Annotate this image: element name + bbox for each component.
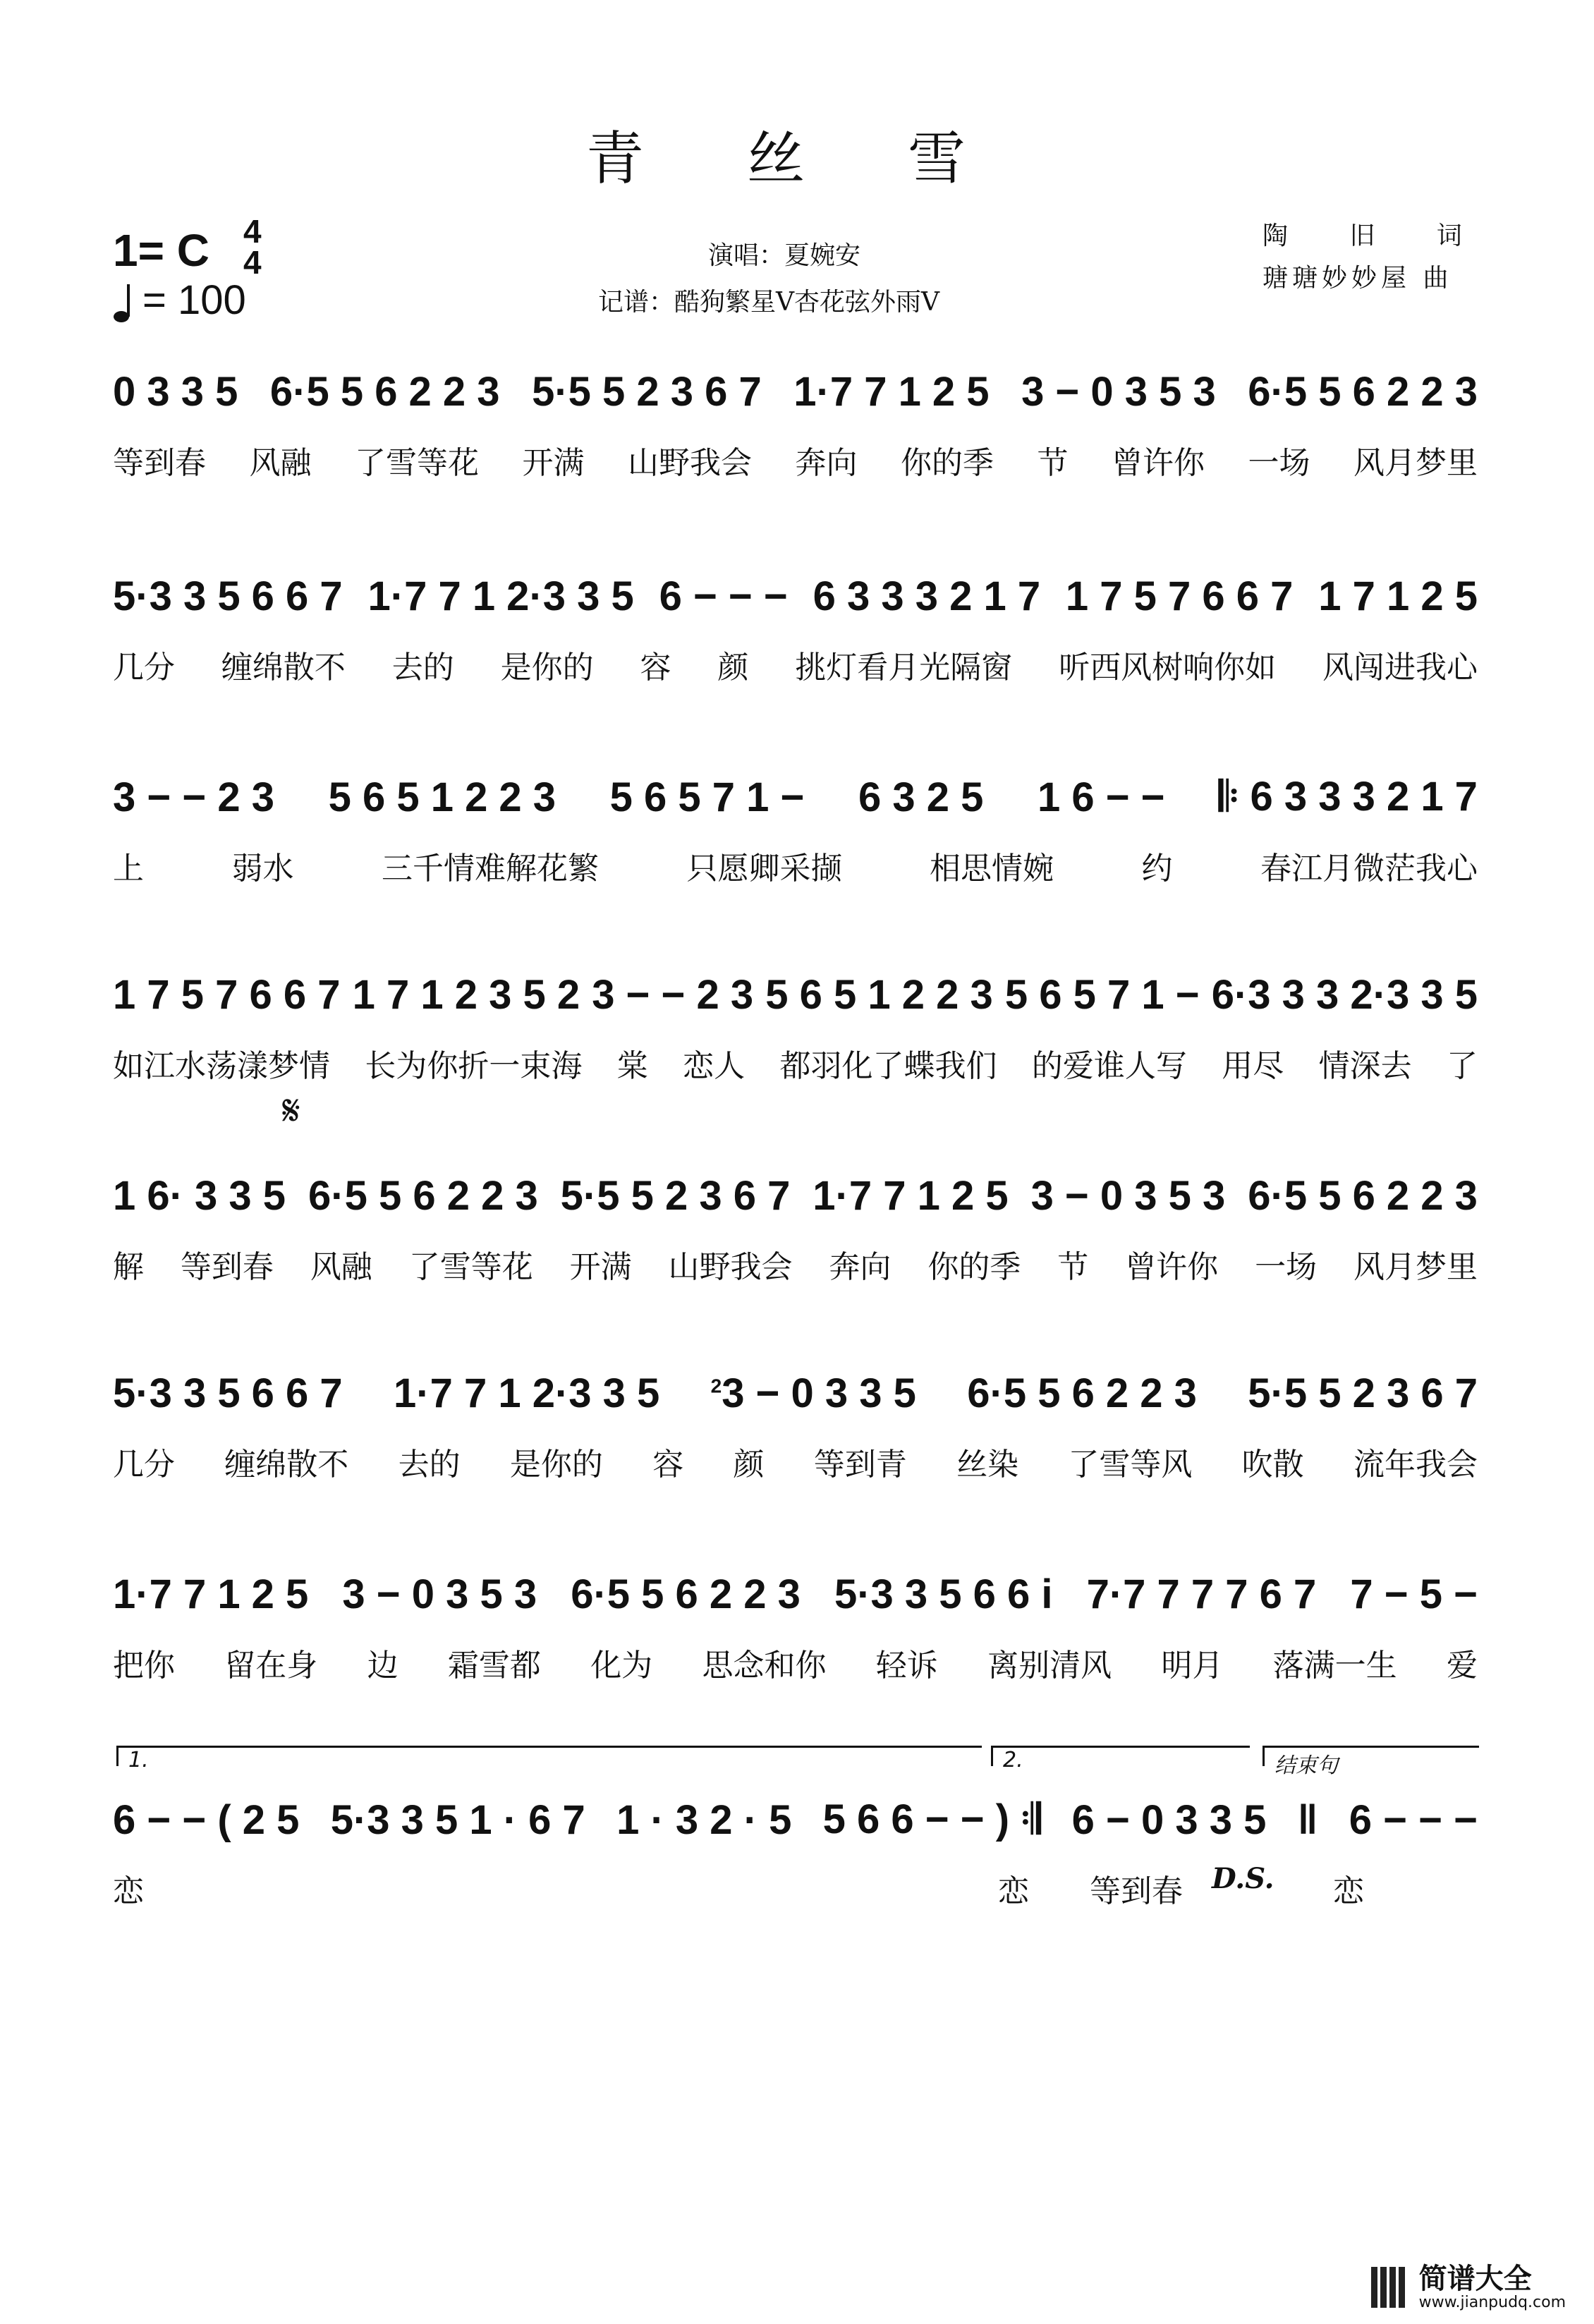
lyric: 风月梦里 (1353, 445, 1478, 481)
watermark-name: 简谱大全 (1418, 2263, 1532, 2295)
notes-line (113, 1157, 1478, 1234)
singer-credit: 演唱：夏婉安 (708, 241, 861, 270)
lyric: 三千情难解花繁 (382, 851, 599, 887)
measure (711, 1370, 916, 1417)
lyric: 棠 (616, 1048, 648, 1084)
dal-segno-marking: D.S. (1212, 1862, 1274, 1895)
barline-double: ‖ (1297, 1796, 1318, 1843)
time-signature (243, 213, 262, 281)
lyric: 了 (1447, 1048, 1478, 1084)
lyric: 节 (1057, 1249, 1089, 1285)
measure: 1 7 5 7 6 6 7 (113, 971, 341, 1018)
lyric: 颜 (733, 1447, 765, 1483)
lyric: 长为你折一束海 (365, 1048, 583, 1084)
measure: 5·5 5 2 3 6 7 (1248, 1370, 1478, 1416)
time-signature-bottom: 4 (243, 244, 262, 281)
score-title: 青 丝 雪 (585, 126, 1009, 193)
lyricist-credit: 陶 旧 词 (1263, 221, 1489, 250)
tempo-value: = 100 (142, 277, 246, 323)
lyrics-line (113, 1640, 1478, 1685)
measure: 1 6 − − (1037, 774, 1165, 820)
lyric: 等到春 (113, 445, 206, 481)
lyric: 几分 (113, 1447, 175, 1483)
lyric: 缠绵散不 (221, 650, 346, 686)
lyric: 挑灯看月光隔窗 (795, 650, 1013, 686)
lyrics-line (113, 1241, 1478, 1286)
lyrics-line (113, 642, 1478, 687)
lyric: 恋 (113, 1873, 144, 1909)
measure: 7 − 5 − (1350, 1571, 1478, 1617)
lyric: 春江月微茫我心 (1260, 851, 1478, 887)
measure: 1 7 5 7 6 6 7 (1065, 573, 1294, 619)
measure: 3 − 0 3 5 3 (1030, 1172, 1226, 1219)
second-ending-label: 2. (1003, 1748, 1023, 1772)
measure: 6 − − − (1349, 1796, 1478, 1843)
lyric: 了雪等花 (408, 1249, 533, 1285)
measure: 6·5 5 6 2 2 3 (571, 1571, 801, 1617)
measure: 5 6 5 7 1 − (609, 774, 805, 820)
lyric: 风融 (249, 445, 312, 481)
measure: 5·3 3 5 1 · 6 7 (330, 1796, 585, 1843)
lyric: 轻诉 (875, 1648, 938, 1684)
lyrics-line (113, 437, 1478, 482)
lyric: 用尽 (1222, 1048, 1284, 1084)
lyric: 是你的 (500, 650, 594, 686)
measure: 1 · 3 2 · 5 (616, 1796, 792, 1843)
measure: 3 − − 2 3 (113, 774, 274, 820)
lyric: 离别清风 (987, 1648, 1112, 1684)
lyric: 化为 (590, 1648, 653, 1684)
lyric: 恋 (998, 1873, 1029, 1909)
lyric: 一场 (1255, 1249, 1318, 1285)
composer-credit: 瑭瑭妙妙屋 曲 (1263, 264, 1453, 293)
lyric: 缠绵散不 (224, 1447, 349, 1483)
lyric: 丝染 (956, 1447, 1019, 1483)
lyric: 相思情婉 (930, 851, 1054, 887)
notes-line (113, 353, 1478, 430)
lyric: 边 (367, 1648, 399, 1684)
measure: 3 − 0 3 5 3 (1021, 368, 1216, 415)
measure: 1·7 7 1 2·3 3 5 (367, 573, 634, 619)
notes-line (113, 557, 1478, 635)
measure: 1·7 7 1 2 5 (793, 368, 990, 415)
measure: 5·3 3 5 6 6 7 (113, 1370, 343, 1416)
lyric: 解 (113, 1249, 144, 1285)
lyric: 弱水 (231, 851, 294, 887)
lyric: 奔向 (795, 445, 858, 481)
measure-notes: 3 − 0 3 3 5 (722, 1370, 916, 1416)
measure: 1 7 1 2 3 5 2 (352, 971, 580, 1018)
lyric: 是你的 (509, 1447, 603, 1483)
segno-sign: 𝄋 (282, 1086, 300, 1136)
lyric: 一场 (1248, 445, 1310, 481)
lyric: 留在身 (224, 1648, 318, 1684)
lyric: 都羽化了蝶我们 (779, 1048, 997, 1084)
measure: 6 3 2 5 (858, 774, 984, 820)
measure: 1 6· 3 3 5 (113, 1172, 286, 1219)
time-signature-top: 4 (243, 213, 262, 250)
lyric: 等到春 (1090, 1873, 1183, 1909)
measure: 0 3 3 5 (113, 368, 238, 415)
lyric: 几分 (113, 650, 175, 686)
lyric: 只愿卿采撷 (686, 851, 842, 887)
lyric: 了雪等花 (355, 445, 479, 481)
measure: 5 6 6 − − ) 𝄇 (822, 1796, 1041, 1842)
lyric: 山野我会 (628, 445, 752, 481)
lyric: 流年我会 (1353, 1447, 1478, 1483)
lyric: 节 (1037, 445, 1069, 481)
lyric: 思念和你 (702, 1648, 827, 1684)
lyric: 落满一生 (1272, 1648, 1397, 1684)
notes-line (113, 1781, 1478, 1858)
notes-line (113, 1354, 1478, 1432)
measure: 6 3 3 3 2 1 7 (813, 573, 1041, 619)
lyric: 去的 (398, 1447, 461, 1483)
final-ending-bracket (1263, 1746, 1479, 1778)
lyric: 奔向 (829, 1249, 892, 1285)
lyric: 把你 (113, 1648, 175, 1684)
lyric: 去的 (391, 650, 454, 686)
quarter-note-icon (113, 281, 134, 324)
measure: 6·5 5 6 2 2 3 (269, 368, 500, 415)
measure: 6·5 5 6 2 2 3 (308, 1172, 538, 1219)
first-ending-label: 1. (128, 1748, 149, 1772)
lyric: 风月梦里 (1353, 1249, 1478, 1285)
lyric: 听西风树响你如 (1059, 650, 1277, 686)
measure: 6·3 3 3 2·3 3 5 (1211, 971, 1478, 1018)
lyric: 容 (652, 1447, 684, 1483)
measure: 3 − 0 3 5 3 (342, 1571, 537, 1617)
second-ending-bracket (991, 1746, 1250, 1772)
lyrics-line (113, 843, 1478, 888)
measure: 6·5 5 6 2 2 3 (1248, 368, 1478, 415)
measure: 3 − − 2 3 (592, 971, 754, 1018)
measure: 5·3 3 5 6 6 i (834, 1571, 1053, 1617)
measure: 5 6 5 1 2 2 3 (765, 971, 993, 1018)
measure: 1 7 1 2 5 (1318, 573, 1478, 619)
measure: 5 6 5 1 2 2 3 (328, 774, 556, 820)
lyric: 你的季 (927, 1249, 1021, 1285)
measure: 6·5 5 6 2 2 3 (967, 1370, 1197, 1416)
lyric: 开满 (569, 1249, 632, 1285)
first-ending-bracket (116, 1746, 982, 1772)
final-ending-label: 结束句 (1274, 1753, 1338, 1778)
lyric: 风融 (310, 1249, 372, 1285)
lyric: 开满 (522, 445, 585, 481)
lyric: 如江水荡漾梦情 (113, 1048, 330, 1084)
notes-line (113, 956, 1478, 1033)
lyric: 吹散 (1241, 1447, 1304, 1483)
lyric: 了雪等风 (1068, 1447, 1193, 1483)
lyric: 爱 (1446, 1648, 1478, 1684)
measure: 7·7 7 7 7 6 7 (1086, 1571, 1317, 1617)
lyric: 霜雪都 (447, 1648, 541, 1684)
measure: 5 6 5 7 1 − (1004, 971, 1200, 1018)
lyric: 情深去 (1318, 1048, 1412, 1084)
lyric: 等到青 (813, 1447, 907, 1483)
measure: 1·7 7 1 2 5 (813, 1172, 1009, 1219)
lyrics-line (113, 1040, 1478, 1085)
notes-line (113, 758, 1478, 836)
lyric: 风闯进我心 (1322, 650, 1478, 686)
lyric: 曾许你 (1125, 1249, 1219, 1285)
measure: 6 − 0 3 3 5 (1071, 1796, 1267, 1843)
watermark-text (1419, 2263, 1566, 2311)
lyric: 明月 (1161, 1648, 1224, 1684)
lyric: 恋人 (683, 1048, 746, 1084)
notes-line (113, 1555, 1478, 1633)
lyric: 上 (113, 851, 144, 887)
lyric: 容 (640, 650, 671, 686)
lyric: 颜 (717, 650, 749, 686)
lyric: 的爱谁人写 (1031, 1048, 1187, 1084)
lyric: 恋 (1333, 1873, 1364, 1909)
key-signature: 1= C (113, 225, 209, 276)
measure: 6·5 5 6 2 2 3 (1248, 1172, 1478, 1219)
transcriber-credit: 记谱：酷狗繁星V杏花弦外雨V (598, 288, 939, 317)
measure: 6 − − ( 2 5 (113, 1796, 300, 1843)
measure: 1·7 7 1 2·3 3 5 (394, 1370, 660, 1416)
coda-mark: 2 (710, 1375, 722, 1397)
lyrics-line (113, 1439, 1478, 1484)
measure: 1·7 7 1 2 5 (113, 1571, 309, 1617)
lyric: 曾许你 (1112, 445, 1205, 481)
lyric: 你的季 (901, 445, 994, 481)
piano-logo-icon (1371, 2267, 1412, 2308)
tempo-marking (113, 276, 246, 324)
lyric: 约 (1141, 851, 1173, 887)
watermark-url: www.jianpudq.com (1418, 2294, 1566, 2311)
measure: 𝄆 6 3 3 3 2 1 7 (1219, 774, 1478, 820)
measure: 6 − − − (659, 573, 788, 619)
lyric: 等到春 (180, 1249, 274, 1285)
lyric: 山野我会 (668, 1249, 793, 1285)
measure: 5·3 3 5 6 6 7 (113, 573, 343, 619)
measure: 5·5 5 2 3 6 7 (532, 368, 762, 415)
measure: 5·5 5 2 3 6 7 (560, 1172, 791, 1219)
site-watermark (1371, 2263, 1566, 2311)
